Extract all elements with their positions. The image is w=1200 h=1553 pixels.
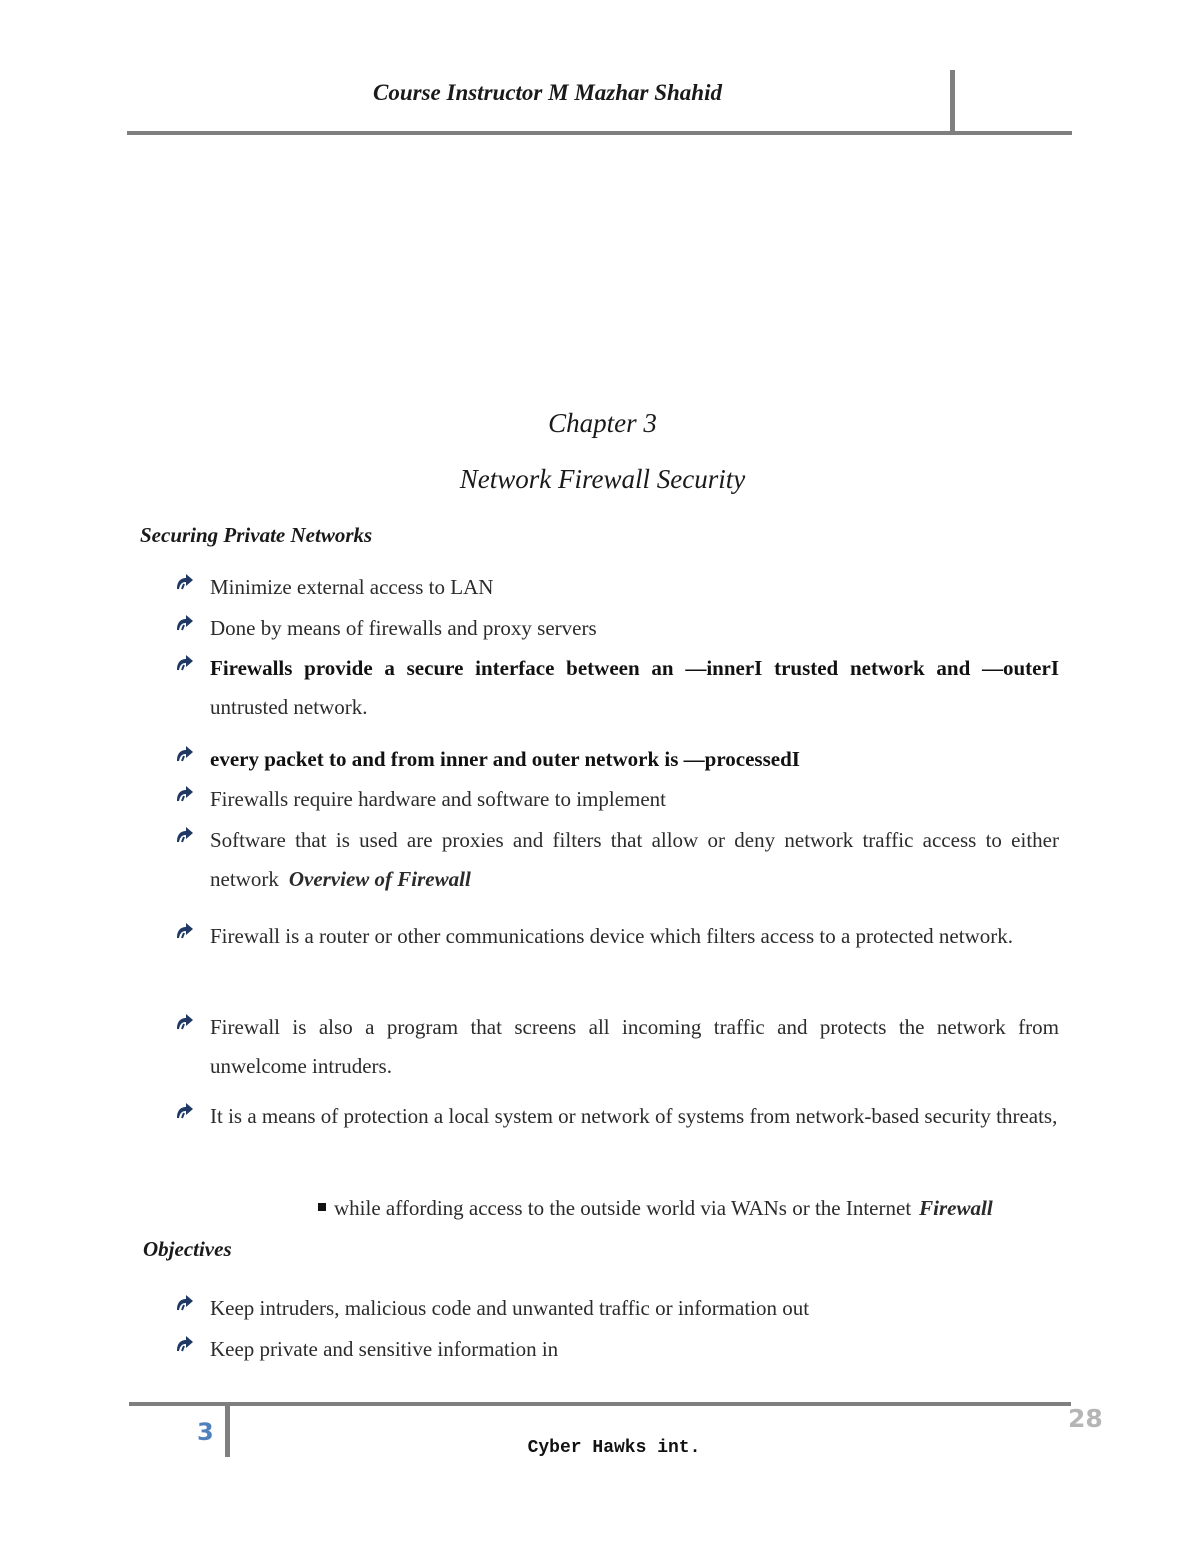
list-item-text: Firewall is a router or other communications device which filters access to a protected network.	[210, 924, 1013, 948]
curved-arrow-icon	[174, 613, 194, 633]
sub-list-item-text: while affording access to the outside world via WANs or the Internet	[334, 1196, 912, 1220]
page-number: 28	[1068, 1404, 1103, 1433]
curved-arrow-icon	[174, 653, 194, 673]
list-item	[174, 1330, 1059, 1370]
footer-section-number: 3	[197, 1418, 214, 1446]
header-divider-vertical	[950, 70, 955, 133]
list-item-text: Done by means of firewalls and proxy servers	[210, 616, 597, 640]
header-title: Course Instructor M Mazhar Shahid	[373, 80, 722, 105]
curved-arrow-icon	[174, 1334, 194, 1354]
curved-arrow-icon	[174, 921, 194, 941]
curved-arrow-icon	[174, 1293, 194, 1313]
list-item-text-plain: untrusted network.	[210, 695, 368, 719]
list-item-text: Keep private and sensitive information in	[210, 1337, 559, 1361]
list-item-text	[210, 649, 1059, 727]
chapter-number: Chapter 3	[548, 408, 657, 438]
square-bullet-icon	[318, 1203, 326, 1211]
list-item-text: every packet to and from inner and outer network is —processedI	[210, 747, 800, 771]
list-item	[174, 609, 1059, 649]
inline-heading-firewall: Firewall	[919, 1196, 993, 1220]
list-item	[174, 1097, 1059, 1177]
list-item	[174, 740, 1059, 780]
list-item-text-bold: Firewalls provide a secure interface between an —innerI trusted network and —outerI	[210, 656, 1059, 680]
list-item-text	[210, 821, 1059, 899]
list-item-text: Firewalls require hardware and software to implement	[210, 787, 667, 811]
inline-heading-overview: Overview of Firewall	[288, 867, 471, 891]
section-heading-securing: Securing Private Networks	[140, 523, 373, 547]
list-item	[174, 1008, 1059, 1088]
section-heading-objectives: Objectives	[143, 1237, 232, 1261]
list-item	[174, 821, 1059, 901]
curved-arrow-icon	[174, 572, 194, 592]
sub-list-item	[318, 1193, 1063, 1223]
list-item-text: Firewall is also a program that screens all incoming traffic and protects the network from unwelcome intruders.	[210, 1015, 1059, 1078]
footer-organization: Cyber Hawks int.	[527, 1438, 701, 1458]
list-item	[174, 649, 1059, 729]
list-item	[174, 1289, 1059, 1329]
list-item	[174, 780, 1059, 820]
list-item	[174, 917, 1059, 997]
curved-arrow-icon	[174, 1101, 194, 1121]
curved-arrow-icon	[174, 825, 194, 845]
header-divider	[127, 131, 1072, 135]
curved-arrow-icon	[174, 784, 194, 804]
list-item-text-plain: Software that is used are proxies and filters that allow or deny network traffic access to either network	[210, 828, 1059, 891]
curved-arrow-icon	[174, 1012, 194, 1032]
curved-arrow-icon	[174, 744, 194, 764]
list-item	[174, 568, 1059, 608]
chapter-title: Network Firewall Security	[459, 464, 746, 494]
list-item-text: Minimize external access to LAN	[210, 575, 494, 599]
footer-divider	[129, 1402, 1071, 1406]
list-item-text: It is a means of protection a local system or network of systems from network-based security threats,	[210, 1104, 1058, 1128]
list-item-text: Keep intruders, malicious code and unwanted traffic or information out	[210, 1296, 810, 1320]
